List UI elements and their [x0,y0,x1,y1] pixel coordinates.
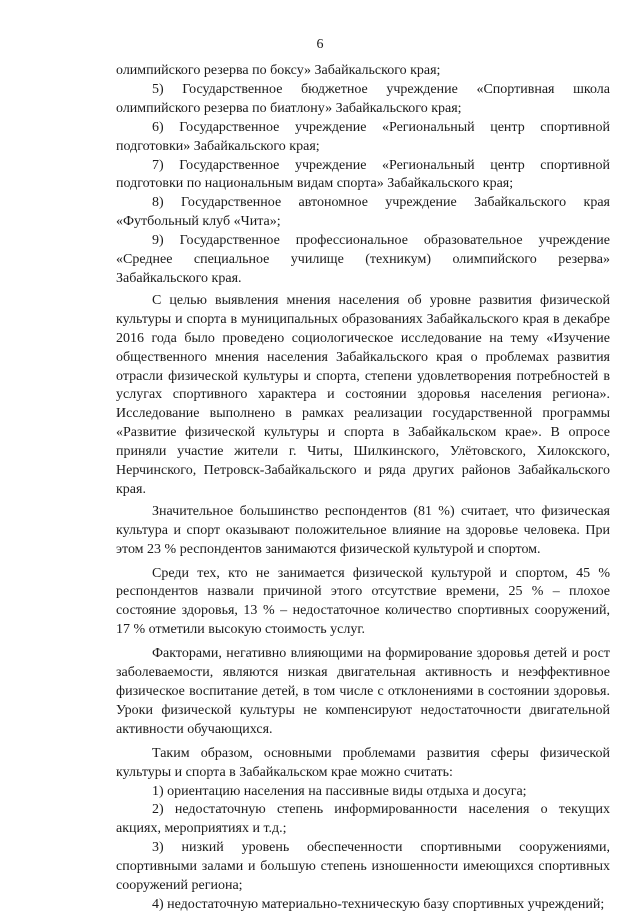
paragraph-factors: Факторами, негативно влияющими на формирование здоровья детей и рост заболеваемости, являются низкая двигательная активность и неэффективное физическое воспитание детей, в том числе с отклонениями в состоянии здоровья. Уроки физической культуры не компенсируют недостаточности двигательной активности обучающихся. [116,646,610,737]
problem-item-3: 3) низкий уровень обеспеченности спортивными сооружениями, спортивными залами и большую степень изношенности имеющихся спортивных сооружений региона; [116,840,610,894]
list-item-8: 8) Государственное автономное учреждение Забайкальского края «Футбольный клуб «Чита»; [116,195,610,230]
document-body [116,62,610,915]
list-item-5: 5) Государственное бюджетное учреждение «Спортивная школа олимпийского резерва по биатлону» Забайкальского края; [116,81,610,116]
paragraph-reasons: Среди тех, кто не занимается физической культурой и спортом, 45 % респондентов назвали причиной этого отсутствие времени, 25 % – плохое состояние здоровья, 13 % – недостаточное количество спортивных сооружений, 17 % отметили высокую стоимость услуг. [116,565,610,638]
list-item-9: 9) Государственное профессиональное образовательное учреждение «Среднее специальное училище (техникум) олимпийского резерва» Забайкальского края. [116,233,610,286]
paragraph-survey: С целью выявления мнения населения об уровне развития физической культуры и спорта в муниципальных образованиях Забайкальского края в декабре 2016 года было проведено социологическое исследование на тему «Изучение общественного мнения населения Забайкальского края о проблемах развития отрасли физической культуры и спорта, степени удовлетворения потребностей в услугах спортивного характера и состоянии здоровья населения региона». Исследование выполнено в рамках реализации государственной программы «Развитие физической культуры и спорта в Забайкальском крае». В опросе приняли участие жители г. Читы, Шилкинского, Улётовского, Хилокского, Нерчинского, Петровск-Забайкальского и ряда других районов Забайкальского края. [116,292,610,497]
list-item-6: 6) Государственное учреждение «Региональный центр спортивной подготовки» Забайкальского края; [116,119,610,154]
page-number: 6 [316,37,324,52]
paragraph-majority: Значительное большинство респондентов (81 %) считает, что физическая культура и спорт оказывают положительное влияние на здоровье человека. При этом 23 % респондентов занимаются физической культурой и спортом. [116,503,610,557]
problem-item-1: 1) ориентацию населения на пассивные виды отдыха и досуга; [152,783,527,799]
list-item-7: 7) Государственное учреждение «Региональный центр спортивной подготовки по национальным видам спорта» Забайкальского края; [116,157,610,192]
problem-item-2: 2) недостаточную степень информированности населения о текущих акциях, мероприятиях и т.д.; [116,802,610,837]
problem-item-4: 4) недостаточную материально-техническую базу спортивных учреждений; [152,896,605,912]
paragraph-problems-intro: Таким образом, основными проблемами развития сферы физической культуры и спорта в Забайкальском крае можно считать: [116,745,610,780]
paragraph-continuation: олимпийского резерва по боксу» Забайкальского края; [116,63,441,78]
